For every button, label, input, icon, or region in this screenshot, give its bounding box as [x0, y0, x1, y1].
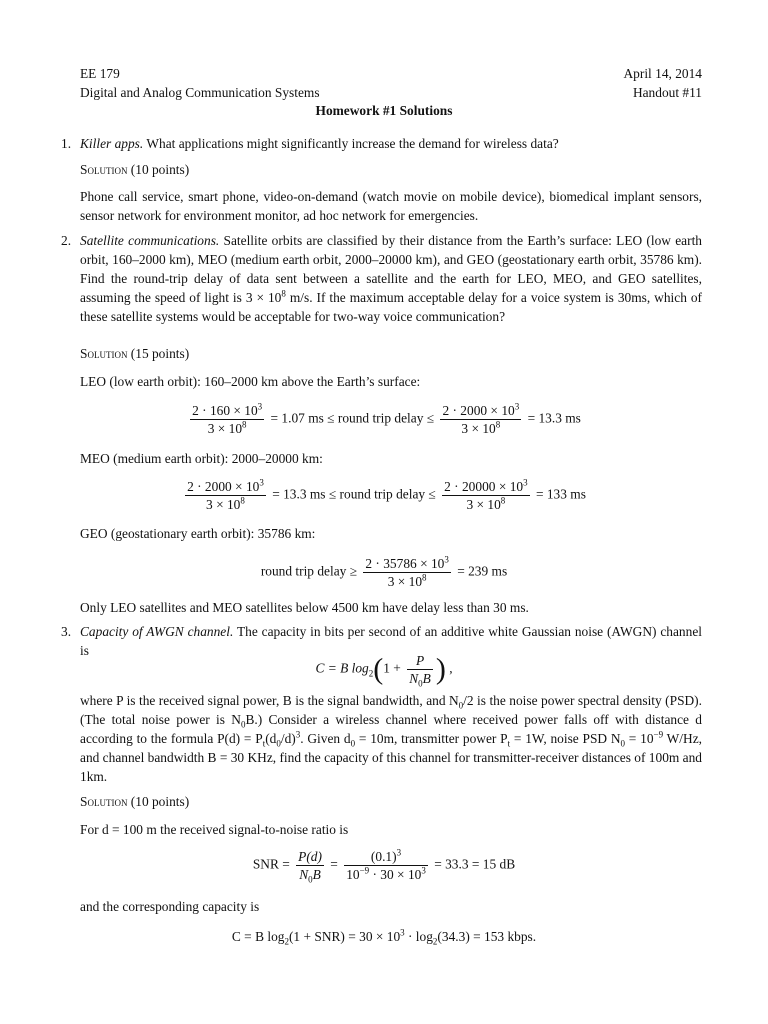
denominator: 3 × 10	[207, 421, 243, 436]
conclusion: Only LEO satellites and MEO satellites below 4500 km have delay less than 30 ms.	[80, 600, 529, 615]
equation-text: = 1.07 ms ≤ round trip delay ≤	[267, 410, 438, 426]
problem-2-question	[61, 231, 702, 326]
superscript: 3	[295, 729, 301, 740]
meo-equation	[0, 478, 768, 513]
equation-text: 1 +	[383, 660, 405, 676]
numerator: 2 · 160 × 10	[192, 403, 258, 418]
problem-text: The capacity in bits per second of an additive white Gaussian noise (AWGN) channel is	[80, 624, 702, 658]
text: /d)	[280, 731, 296, 746]
denominator-cont: B	[422, 671, 431, 686]
exponent: 8	[495, 419, 501, 430]
problem-text: Satellite orbits are classified by their distance from the Earth’s surface: LEO (low earth orbit, 160–2000 km), MEO (medium earth orbit, 2000–20000 km), and GEO (geostationary earth orbit, 35786 km). Find the round-trip delay of data sent between a satellite and the earth for LEO, MEO, and GEO satellites, assuming the speed of light is 3 × 10	[80, 233, 702, 305]
exponent: 8	[242, 419, 247, 430]
exponent: 8	[500, 495, 506, 506]
subscript: t	[507, 738, 511, 749]
equation-text: = 13.3 ms ≤ round trip delay ≤	[268, 486, 440, 502]
exponent: 8	[240, 495, 245, 506]
exponent: 3	[396, 847, 402, 858]
equation-result: = 239 ms	[453, 563, 508, 579]
fraction	[407, 652, 433, 687]
snr-equation	[0, 848, 768, 883]
numerator: 2 · 20000 × 10	[444, 479, 524, 494]
subscript: 0	[308, 874, 313, 885]
equation-text: C = B log	[231, 929, 285, 944]
subscript: 0	[240, 719, 246, 730]
numerator: 2 · 35786 × 10	[365, 556, 445, 571]
fraction	[185, 478, 266, 513]
text: . Given d	[300, 731, 351, 746]
subscript: 0	[620, 738, 626, 749]
superscript: −9	[653, 729, 664, 740]
denominator: N	[409, 671, 419, 686]
capacity-result-equation	[0, 927, 768, 946]
page-title: Homework #1 Solutions	[315, 103, 453, 118]
equation-text: C = B log	[315, 660, 369, 676]
problem-1-question	[61, 134, 702, 153]
text: B.) Consider a wireless channel where received power falls off with distance d according to the formula P(d) = P	[80, 712, 702, 746]
text: = 10	[625, 731, 654, 746]
subscript: 0	[276, 738, 281, 749]
equation-text: round trip delay ≥	[260, 563, 361, 579]
text: = 1W, noise PSD N	[510, 731, 621, 746]
solution-answer: Phone call service, smart phone, video-on-demand (watch movie on mobile device), biomedical implant sensors, sensor network for environment monitor, ad hoc network for emergencies.	[80, 189, 702, 223]
exponent: 8	[281, 288, 286, 299]
geo-equation	[0, 555, 768, 590]
exponent: 3	[257, 401, 263, 412]
subscript: 2	[368, 668, 374, 679]
right-paren: )	[435, 652, 446, 686]
fraction	[190, 402, 264, 437]
subscript: 0	[350, 738, 356, 749]
handout-number: Handout #11	[632, 85, 702, 100]
denominator: 3 × 10	[387, 574, 423, 589]
solution-heading	[80, 160, 702, 179]
denominator: 10	[346, 867, 360, 882]
exponent: 3	[400, 927, 405, 938]
numerator: 2 · 2000 × 10	[442, 403, 515, 418]
capacity-intro: and the corresponding capacity is	[80, 899, 260, 914]
solution-label: Solution	[80, 346, 128, 361]
solution-label: Solution	[80, 794, 128, 809]
equation-text: =	[326, 856, 342, 872]
denominator-cont: B	[312, 867, 321, 882]
exponent: 3	[421, 865, 426, 876]
course-title: Digital and Analog Communication Systems	[80, 85, 320, 100]
snr-intro: For d = 100 m the received signal-to-noise ratio is	[80, 822, 349, 837]
leo-label: LEO (low earth orbit): 160–2000 km above the Earth’s surface:	[80, 374, 421, 389]
problem-topic: Satellite communications.	[80, 233, 220, 248]
leo-equation	[0, 402, 768, 437]
fraction	[363, 555, 450, 590]
problem-text: What applications might significantly increase the demand for wireless data?	[143, 136, 559, 151]
equation-text: SNR =	[252, 856, 294, 872]
numerator: 2 · 2000 × 10	[187, 479, 260, 494]
text: where P is the received signal power, B is the signal bandwidth, and N	[80, 693, 459, 708]
numerator: (0.1)	[370, 849, 397, 864]
denominator: 3 × 10	[461, 421, 496, 436]
text: W/Hz, and channel bandwidth B = 30 KHz, find the capacity of this channel for transmitter-receiver distances of 100m and 1km.	[80, 731, 702, 784]
solution-points: (10 points)	[127, 794, 190, 809]
problem-3-body	[80, 691, 702, 786]
problem-number: 2.	[61, 233, 72, 248]
equation-text: ,	[445, 660, 453, 676]
problem-topic: Capacity of AWGN channel.	[80, 624, 234, 639]
subscript: t	[262, 738, 266, 749]
exponent: 8	[422, 572, 427, 583]
equation-result: = 133 ms	[532, 486, 586, 502]
equation-result: = 13.3 ms	[524, 410, 581, 426]
denominator: 3 × 10	[206, 497, 241, 512]
subscript: 2	[432, 936, 438, 947]
course-number: EE 179	[80, 66, 120, 81]
exponent: −9	[359, 865, 370, 876]
solution-heading	[80, 344, 702, 363]
equation-result: (34.3) = 153 kbps.	[437, 929, 537, 944]
text: (d	[265, 731, 277, 746]
capacity-equation	[0, 652, 768, 687]
equation-text: (1 + SNR) = 30 × 10	[288, 929, 401, 944]
denominator: N	[299, 867, 309, 882]
fraction	[296, 848, 324, 883]
exponent: 3	[444, 554, 449, 565]
header-left	[80, 64, 320, 102]
denominator: 3 × 10	[466, 497, 501, 512]
solution-label: Solution	[80, 162, 128, 177]
exponent: 3	[523, 477, 528, 488]
subscript: 0	[418, 678, 423, 689]
meo-label: MEO (medium earth orbit): 2000–20000 km:	[80, 451, 323, 466]
subscript: 0	[458, 700, 464, 711]
left-paren: (	[373, 652, 384, 686]
subscript: 2	[284, 936, 289, 947]
problem-number: 1.	[61, 136, 72, 151]
solution-points: (15 points)	[127, 346, 190, 361]
solution-points: (10 points)	[127, 162, 190, 177]
denominator-cont: · 30 × 10	[369, 867, 422, 882]
geo-label: GEO (geostationary earth orbit): 35786 km:	[80, 526, 316, 541]
problem-topic: Killer apps.	[80, 136, 144, 151]
fraction	[442, 478, 529, 513]
text: = 10m, transmitter power P	[355, 731, 508, 746]
date: April 14, 2014	[623, 66, 702, 81]
exponent: 3	[259, 477, 264, 488]
solution-heading	[80, 792, 702, 811]
equation-text: · log	[404, 929, 433, 944]
numerator: P(d)	[298, 849, 322, 864]
problem-number: 3.	[61, 624, 72, 639]
numerator: P	[415, 653, 425, 668]
exponent: 3	[514, 401, 520, 412]
equation-result: = 33.3 = 15 dB	[430, 856, 516, 872]
fraction	[344, 848, 428, 883]
fraction	[440, 402, 521, 437]
header-right	[624, 64, 702, 102]
problem-text-cont: m/s. If the maximum acceptable delay for a voice system is 30ms, which of these satellite systems would be acceptable for two-way voice communication?	[80, 290, 702, 324]
text: /2 is the noise power spectral density (PSD). (The total noise power is N	[80, 693, 702, 727]
